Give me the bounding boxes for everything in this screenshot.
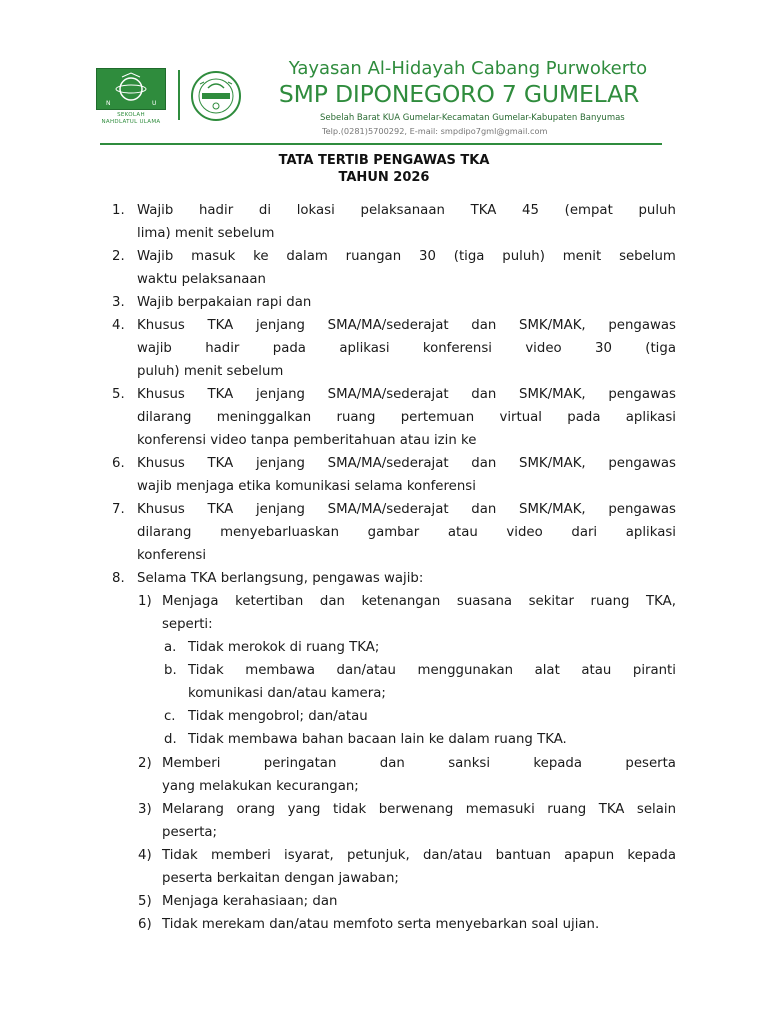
list-marker: 7.: [112, 502, 125, 517]
header-rule: [100, 143, 662, 145]
list-marker: 1): [138, 594, 152, 609]
list-item-text: Melarang orang yang tidak berwenang memasuki ruang TKA selain: [162, 802, 676, 817]
list-item-text: konferensi: [137, 548, 207, 563]
list-item-text: komunikasi dan/atau kamera;: [188, 686, 386, 701]
school-address: Sebelah Barat KUA Gumelar-Kecamatan Gumelar-Kabupaten Banyumas: [320, 113, 625, 123]
list-marker: 5.: [112, 387, 125, 402]
list-marker: 6.: [112, 456, 125, 471]
list-item-text: Khusus TKA jenjang SMA/MA/sederajat dan SMK/MAK, pengawas: [137, 502, 676, 517]
list-item-text: Menjaga ketertiban dan ketenangan suasana sekitar ruang TKA,: [162, 594, 676, 609]
list-item-text: Khusus TKA jenjang SMA/MA/sederajat dan SMK/MAK, pengawas: [137, 318, 676, 333]
list-item-text: puluh) menit sebelum: [137, 364, 284, 379]
list-item-text: wajib menjaga etika komunikasi selama konferensi: [137, 479, 476, 494]
list-marker: 3): [138, 802, 152, 817]
list-item-text: lima) menit sebelum: [137, 226, 275, 241]
list-item-text: wajib hadir pada aplikasi konferensi video 30 (tiga: [137, 341, 676, 356]
list-marker: 1.: [112, 203, 125, 218]
list-marker: 5): [138, 894, 152, 909]
list-item-text: Selama TKA berlangsung, pengawas wajib:: [137, 571, 424, 586]
school-name: SMP DIPONEGORO 7 GUMELAR: [278, 80, 640, 108]
list-marker: a.: [164, 640, 177, 655]
list-item-text: dilarang meninggalkan ruang pertemuan virtual pada aplikasi: [137, 410, 676, 425]
list-item-text: Wajib hadir di lokasi pelaksanaan TKA 45 (empat puluh: [137, 203, 676, 218]
list-marker: b.: [164, 663, 177, 678]
list-marker: 3.: [112, 295, 125, 310]
list-item-text: dilarang menyebarluaskan gambar atau video dari aplikasi: [137, 525, 676, 540]
header-divider: [178, 70, 180, 120]
list-marker: d.: [164, 732, 177, 747]
list-item-text: Memberi peringatan dan sanksi kepada peserta: [162, 756, 676, 771]
list-item-text: seperti:: [162, 617, 213, 632]
list-marker: 2): [138, 756, 152, 771]
list-marker: 4.: [112, 318, 125, 333]
list-item-text: Tidak mengobrol; dan/atau: [188, 709, 368, 724]
list-item-text: waktu pelaksanaan: [137, 272, 266, 287]
list-item-text: Tidak membawa bahan bacaan lain ke dalam ruang TKA.: [188, 732, 567, 747]
list-item-text: peserta;: [162, 825, 218, 840]
list-item-text: Menjaga kerahasiaan; dan: [162, 894, 338, 909]
list-item-text: Wajib masuk ke dalam ruangan 30 (tiga puluh) menit sebelum: [137, 249, 676, 264]
list-item-text: Khusus TKA jenjang SMA/MA/sederajat dan SMK/MAK, pengawas: [137, 456, 676, 471]
yayasan-seal-logo: [190, 70, 242, 122]
list-item-text: Khusus TKA jenjang SMA/MA/sederajat dan SMK/MAK, pengawas: [137, 387, 676, 402]
list-item-text: Tidak memberi isyarat, petunjuk, dan/atau bantuan apapun kepada: [162, 848, 676, 863]
school-contact: Telp.(0281)5700292, E-mail: smpdipo7gml@gmail.com: [322, 126, 548, 136]
list-item-text: Tidak merokok di ruang TKA;: [188, 640, 380, 655]
list-item-text: Tidak merekam dan/atau memfoto serta menyebarkan soal ujian.: [162, 917, 600, 932]
list-item-text: Wajib berpakaian rapi dan: [137, 295, 312, 310]
nu-school-logo: [96, 68, 166, 126]
list-item-text: peserta berkaitan dengan jawaban;: [162, 871, 399, 886]
foundation-name: Yayasan Al-Hidayah Cabang Purwokerto: [288, 58, 648, 79]
document-year: TAHUN 2026: [338, 170, 430, 185]
list-marker: c.: [164, 709, 176, 724]
document-title: TATA TERTIB PENGAWAS TKA: [278, 153, 490, 168]
list-marker: 4): [138, 848, 152, 863]
list-marker: 2.: [112, 249, 125, 264]
list-item-text: yang melakukan kecurangan;: [162, 779, 359, 794]
list-marker: 6): [138, 917, 152, 932]
svg-text:U: U: [152, 100, 157, 107]
list-item-text: Tidak membawa dan/atau menggunakan alat atau piranti: [188, 663, 676, 678]
list-marker: 8.: [112, 571, 125, 586]
list-item-text: konferensi video tanpa pemberitahuan atau izin ke: [137, 433, 477, 448]
nu-logo-text: SEKOLAH NAHDLATUL ULAMA: [101, 112, 161, 125]
svg-text:N: N: [106, 100, 111, 107]
